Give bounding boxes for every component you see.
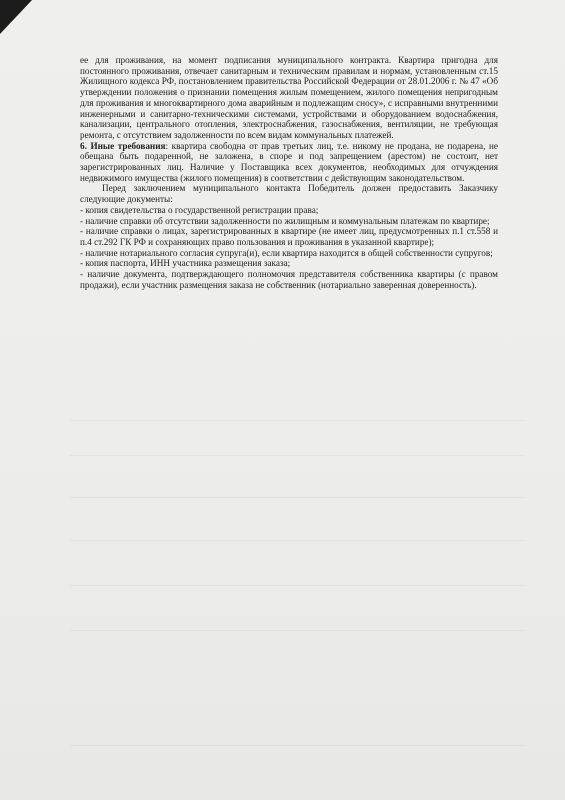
bleed-through-line bbox=[70, 585, 525, 586]
section-heading: 6. Иные требования bbox=[80, 140, 166, 151]
bleed-through-line bbox=[70, 540, 525, 541]
list-item: - копия свидетельства о государственной регистрации права; bbox=[80, 204, 319, 215]
bleed-through-line bbox=[70, 455, 525, 456]
scan-corner-mark bbox=[0, 0, 32, 34]
list-item: - наличие документа, подтверждающего полномочия представителя собственника квартиры (с правом продажи), если участник размещения заказа не собственник (нотариально заверенная доверенность). bbox=[80, 269, 498, 290]
document-body bbox=[80, 55, 498, 290]
list-item: - наличие справки об отсутствии задолженности по жилищным и коммунальным платежам по квартире; bbox=[80, 215, 490, 226]
paragraph-apartment-condition: ее для проживания, на момент подписания муниципального контракта. Квартира пригодна для постоянного проживания, отвечает санитарным и техническим правилам и нормам, установленным ст.15 Жилищного кодекса РФ, постановлением правительства Российской Федерации от 28.01.2006 г. № 47 «Об утверждении положения о признании помещения жилым помещением, жилого помещения непригодным для проживания и многоквартирного дома аварийным и подлежащим сносу», с исправными внутренними инженерными и санитарно-техническими системами, устройствами и оборудованием водоснабжения, канализации, центрального отопления, электроснабжения, газоснабжения, вентиляции, не требующая ремонта, с отсутствием задолженности по всем видам коммунальных платежей. bbox=[80, 55, 498, 140]
list-item: - копия паспорта, ИНН участника размещения заказа; bbox=[80, 258, 291, 269]
bleed-through-line bbox=[70, 420, 525, 421]
paragraph-documents-intro: Перед заключением муниципального контакта Победитель должен предоставить Заказчику следующие документы: bbox=[80, 183, 498, 205]
list-item: - наличие справки о лицах, зарегистрированных в квартире (не имеет лиц, предусмотренных п.1 ст.558 и п.4 ст.292 ГК РФ и сохраняющих право пользования и проживания в указанной квартире); bbox=[80, 226, 498, 247]
section-text: : квартира свободна от прав третьих лиц, т.е. никому не продана, не подарена, не обещана быть подаренной, не заложена, в споре и под запрещением (арестом) не состоит, нет зарегистрированных лиц. Наличие у Поставщика всех документов, необходимых для отчуждения недвижимого имущества (жилого помещения) в соответствии с действующим законодательством. bbox=[80, 140, 498, 183]
bleed-through-line bbox=[70, 745, 525, 746]
paragraph-other-requirements bbox=[80, 141, 498, 184]
list-item: - наличие нотариального согласия супруга(и), если квартира находится в общей собственности супругов; bbox=[80, 247, 493, 258]
bleed-through-line bbox=[70, 630, 525, 631]
bleed-through-line bbox=[70, 497, 525, 498]
